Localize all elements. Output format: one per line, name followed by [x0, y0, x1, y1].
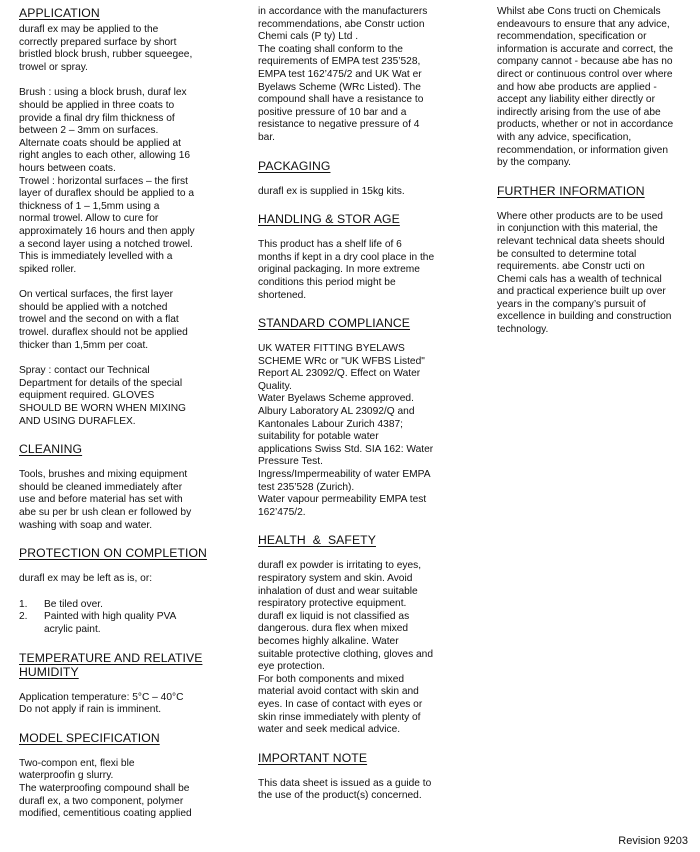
column-2 [258, 6, 458, 803]
application-intro: durafl ex may be applied to the correctly prepared surface by short bristled block brush, rubber squeegee, trowel or spray. [19, 24, 193, 73]
important-note-text: This data sheet is issued as a guide to the use of the product(s) concerned. [258, 777, 432, 802]
temperature-text: Application temperature: 5°C – 40°C Do not apply if rain is imminent. [19, 691, 184, 716]
application-brush: Brush : using a block brush, duraf lex should be applied in three coats to provide a final dry film thickness of between 2 – 3mm on surfaces. Alternate coats should be applied at right angles to each other, allowing 16 hours between coats. [19, 87, 191, 174]
further-information-heading: FURTHER INFORMATION [497, 183, 645, 198]
temperature-heading: TEMPERATURE AND RELATIVE HUMIDITY [19, 650, 203, 679]
list-item-number: 1. [19, 598, 28, 610]
model-specification-continued: in accordance with the manufacturers recommendations, abe Constr uction Chemi cals (P ty) Ltd . The coating shall conform to the requirements of EMPA test 235’528, EMPA test 162’475/2 and UK Wat er Byelaws Scheme (WRc Listed). The compound shall have a resistance to positive pressure of 10 bar and a resistance to negative pressure of 4 bar. [258, 6, 428, 143]
packaging-heading: PACKAGING [258, 158, 331, 173]
further-information-section [497, 184, 692, 337]
packaging-section [258, 159, 458, 199]
application-heading: APPLICATION [19, 6, 100, 20]
list-item [19, 599, 219, 612]
temperature-section [19, 651, 219, 717]
application-trowel: Trowel : horizontal surfaces – the first layer of duraflex should be applied to a thickness of 1 – 1,5mm using a normal trowel. Allow to cure for approximately 16 hours and then apply a second layer using a notched trowel. This is immediately levelled with a spiked roller. [19, 175, 195, 275]
model-specification-text: Two-compon ent, flexi ble waterproofin g slurry. The waterproofing compound shall be durafl ex, a two component, polymer modified, cementitious coating applied [19, 757, 192, 820]
compliance-section [258, 316, 458, 519]
packaging-text: durafl ex is supplied in 15kg kits. [258, 185, 405, 197]
revision-number: Revision 9203 [618, 835, 688, 847]
important-note-section [258, 751, 458, 803]
cleaning-text: Tools, brushes and mixing equipment should be cleaned immediately after use and before material has set with abe su per br ush clean er followed by washing with soap and water. [19, 469, 192, 531]
health-safety-text: durafl ex powder is irritating to eyes, respiratory system and skin. Avoid inhalation of dust and wear suitable respiratory protective equipment. durafl ex liquid is not classified as dangerous. dura flex when mixed becomes highly alkaline. Water suitable protective clothing, gloves and eye protection. For both components and mixed material avoid contact with skin and eyes. In case of contact with eyes or skin rinse immediately with plenty of water and seek medical advice. [258, 560, 433, 736]
disclaimer-text: Whilst abe Cons tructi on Chemicals endeavours to ensure that any advice, recommendation, specification or information is accurate and correct, the company cannot - because abe has no direct or continuous control over where and how abe products are applied - accept any liability either directly or indirectly arising from the use of abe products, whether or not in accordance with any advice, specification, recommendation, or information given by the company. [497, 6, 674, 169]
protection-intro: durafl ex may be left as is, or: [19, 573, 153, 585]
list-item-text: Painted with high quality PVA acrylic paint. [44, 611, 177, 635]
handling-heading: HANDLING & STOR AGE [258, 212, 400, 227]
further-information-text: Where other products are to be used in conjunction with this material, the relevant technical data sheets should be consulted to determine total requirements. abe Constr ucti on Chemi cals has a wealth of technical and practical experience built up over years in the company’s pursuit of excellence in building and construction technology. [497, 210, 672, 336]
application-vertical: On vertical surfaces, the first layer should be applied with a notched trowel and the second on with a flat trowel. duraflex should not be applied thicker than 1,5mm per coat. [19, 289, 188, 351]
list-item-number: 2. [19, 611, 28, 623]
application-spray: Spray : contact our Technical Department for details of the special equipment required. GLOVES SHOULD BE WORN WHEN MIXING AND USING DURAFLEX. [19, 365, 186, 427]
compliance-heading: STANDARD COMPLIANCE [258, 316, 411, 331]
protection-list [19, 599, 219, 637]
important-note-heading: IMPORTANT NOTE [258, 750, 368, 765]
cleaning-section [19, 442, 219, 532]
health-safety-heading: HEALTH & SAFETY [258, 533, 376, 548]
compliance-text: UK WATER FITTING BYELAWS SCHEME WRc or "UK WFBS Listed" Report AL 23092/Q. Effect on Water Quality. Water Byelaws Scheme approved. Albury Laboratory AL 23092/Q and Kantonales Labour Zurich 4387; suitability for potable water applications Swiss Std. SIA 162: Water Pressure Test. Ingress/Impermeability of water EMPA test 235’528 (Zurich). Water vapour permeability EMPA test 162’475/2. [258, 343, 434, 518]
column-3 [497, 6, 692, 337]
application-section [19, 6, 219, 428]
model-specification-heading: MODEL SPECIFICATION [19, 730, 160, 745]
column-1 [19, 6, 219, 821]
model-specification-section [19, 731, 219, 821]
handling-text: This product has a shelf life of 6 months if kept in a dry cool place in the original packaging. In more extreme conditions this period might be shortened. [258, 239, 435, 301]
list-item [19, 611, 219, 636]
cleaning-heading: CLEANING [19, 442, 83, 457]
protection-section [19, 546, 219, 636]
list-item-text: Be tiled over. [44, 598, 103, 610]
handling-section [258, 212, 458, 302]
health-safety-section [258, 533, 458, 736]
protection-heading: PROTECTION ON COMPLETION [19, 546, 207, 561]
